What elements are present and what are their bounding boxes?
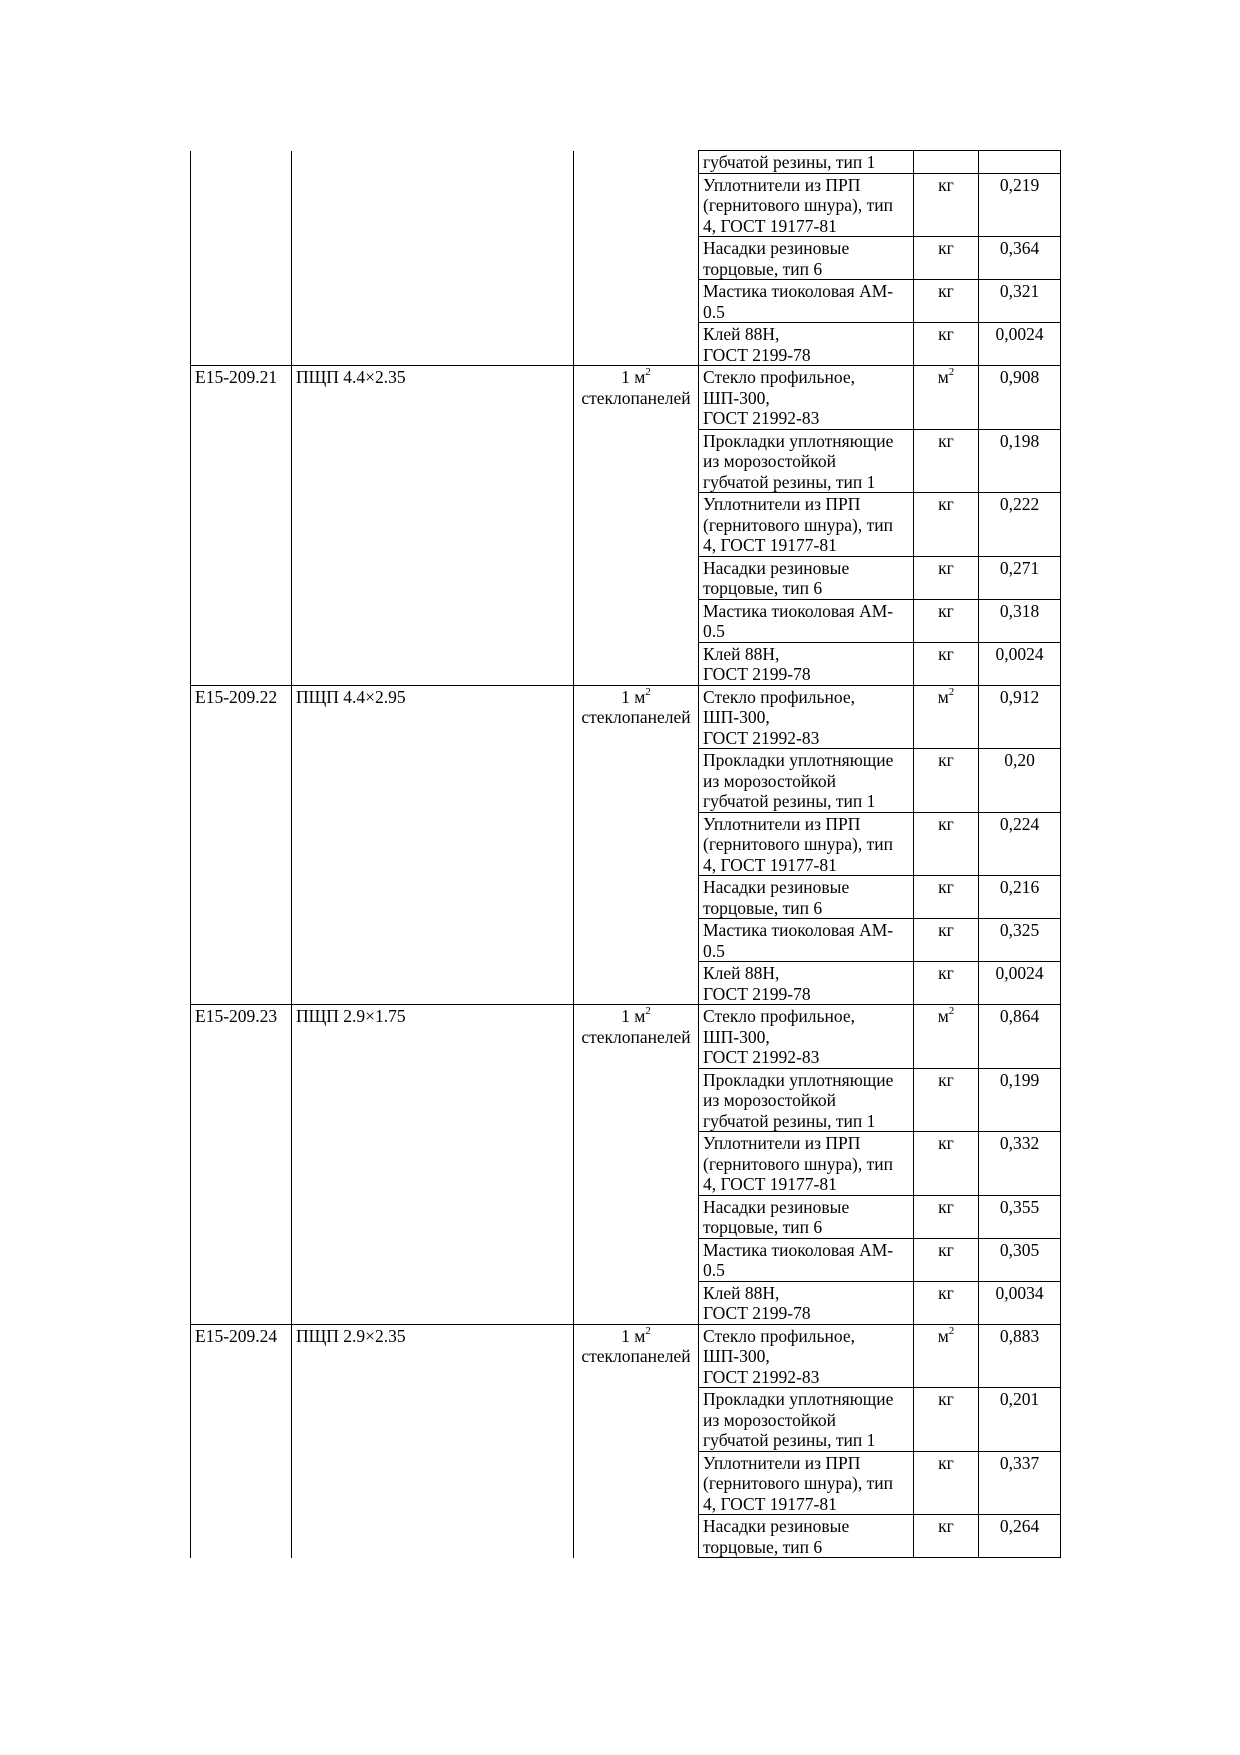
table-row (191, 1451, 1061, 1515)
unit: кг (914, 1195, 979, 1238)
table-row (191, 1195, 1061, 1238)
unit-superscript: 2 (948, 685, 955, 698)
material-name: Стекло профильное, ШП-300, ГОСТ 21992-83 (699, 685, 914, 749)
norm-value: 0,271 (979, 556, 1061, 599)
unit: кг (914, 323, 979, 366)
table-row (191, 323, 1061, 366)
table-body (191, 151, 1061, 1558)
measure-cell-empty (574, 1195, 699, 1238)
name-cell-empty (292, 556, 574, 599)
name-cell-empty (292, 1388, 574, 1452)
norm-value: 0,332 (979, 1132, 1061, 1196)
norm-value: 0,325 (979, 919, 1061, 962)
measure-cell-empty (574, 1068, 699, 1132)
table-row (191, 556, 1061, 599)
measure-cell-empty (574, 556, 699, 599)
material-name: Клей 88Н, ГОСТ 2199-78 (699, 1281, 914, 1324)
table-row (191, 876, 1061, 919)
material-name: Стекло профильное, ШП-300, ГОСТ 21992-83 (699, 1324, 914, 1388)
name-cell-empty (292, 237, 574, 280)
unit: $м^2$ (914, 685, 979, 749)
norm-value: 0,0024 (979, 962, 1061, 1005)
norm-value: 0,264 (979, 1515, 1061, 1558)
table-row (191, 1005, 1061, 1069)
unit: кг (914, 429, 979, 493)
material-name: Уплотнители из ПРП (гернитового шнура), тип 4, ГОСТ 19177-81 (699, 493, 914, 557)
measure-cell-empty (574, 151, 699, 174)
material-name: Прокладки уплотняющие из морозостойкой губчатой резины, тип 1 (699, 749, 914, 813)
code-cell-empty (191, 493, 292, 557)
name-cell-empty (292, 323, 574, 366)
unit: кг (914, 1238, 979, 1281)
name-cell-empty (292, 493, 574, 557)
norm-value: 0,201 (979, 1388, 1061, 1452)
name-cell-empty (292, 1195, 574, 1238)
measure-cell-empty (574, 962, 699, 1005)
code-cell-empty (191, 1388, 292, 1452)
material-name: Уплотнители из ПРП (гернитового шнура), тип 4, ГОСТ 19177-81 (699, 173, 914, 237)
unit: кг (914, 642, 979, 685)
norm-value: 0,0024 (979, 323, 1061, 366)
measure-cell-empty (574, 1388, 699, 1452)
table-row (191, 1281, 1061, 1324)
measure-cell-empty (574, 876, 699, 919)
measure-cell-empty (574, 919, 699, 962)
unit: кг (914, 173, 979, 237)
code-cell-empty (191, 151, 292, 174)
table-row (191, 1515, 1061, 1558)
measure-cell-empty (574, 1132, 699, 1196)
norm-value: 0,198 (979, 429, 1061, 493)
table-row (191, 919, 1061, 962)
code-cell-empty (191, 1281, 292, 1324)
measure-cell-empty (574, 812, 699, 876)
norm-value (979, 151, 1061, 174)
code-cell-empty (191, 237, 292, 280)
name-cell-empty (292, 429, 574, 493)
name-cell-empty (292, 1068, 574, 1132)
measure-cell-empty (574, 1515, 699, 1558)
material-name: Клей 88Н, ГОСТ 2199-78 (699, 962, 914, 1005)
table-row (191, 151, 1061, 174)
measure-cell-empty (574, 280, 699, 323)
norm-code: Е15-209.22 (191, 685, 292, 749)
measure-cell-empty (574, 429, 699, 493)
unit: кг (914, 1132, 979, 1196)
measure-unit: 1 $м^2$ стеклопанелей (574, 1005, 699, 1069)
name-cell-empty (292, 1238, 574, 1281)
code-cell-empty (191, 749, 292, 813)
table-row (191, 237, 1061, 280)
unit: кг (914, 812, 979, 876)
unit: кг (914, 919, 979, 962)
material-name: губчатой резины, тип 1 (699, 151, 914, 174)
measure-superscript: 2 (645, 685, 651, 698)
table-row (191, 366, 1061, 430)
code-cell-empty (191, 876, 292, 919)
name-cell-empty (292, 962, 574, 1005)
unit: $м^2$ (914, 1005, 979, 1069)
measure-unit: 1 $м^2$ стеклопанелей (574, 366, 699, 430)
measure-unit: 1 $м^2$ стеклопанелей (574, 1324, 699, 1388)
table-row (191, 1238, 1061, 1281)
measure-cell-empty (574, 173, 699, 237)
resource-norms-table (190, 150, 1061, 1558)
table-row (191, 173, 1061, 237)
unit: $м^2$ (914, 366, 979, 430)
material-name: Насадки резиновые торцовые, тип 6 (699, 556, 914, 599)
measure-cell-empty (574, 1238, 699, 1281)
code-cell-empty (191, 1238, 292, 1281)
table-row (191, 1324, 1061, 1388)
material-name: Насадки резиновые торцовые, тип 6 (699, 1195, 914, 1238)
code-cell-empty (191, 812, 292, 876)
norm-value: 0,216 (979, 876, 1061, 919)
code-cell-empty (191, 1451, 292, 1515)
unit: кг (914, 1068, 979, 1132)
name-cell-empty (292, 1515, 574, 1558)
norm-value: 0,337 (979, 1451, 1061, 1515)
norm-value: 0,912 (979, 685, 1061, 749)
norm-value: 0,222 (979, 493, 1061, 557)
measure-cell-empty (574, 599, 699, 642)
table-row (191, 1132, 1061, 1196)
unit-superscript: 2 (948, 1324, 955, 1337)
norm-code: Е15-209.23 (191, 1005, 292, 1069)
unit (914, 151, 979, 174)
measure-superscript: 2 (645, 1324, 651, 1337)
norm-code: Е15-209.21 (191, 366, 292, 430)
structure-name: ПЩП 2.9×1.75 (292, 1005, 574, 1069)
table-row (191, 749, 1061, 813)
norm-value: 0,20 (979, 749, 1061, 813)
unit: кг (914, 493, 979, 557)
code-cell-empty (191, 1515, 292, 1558)
norm-value: 0,224 (979, 812, 1061, 876)
material-name: Насадки резиновые торцовые, тип 6 (699, 876, 914, 919)
code-cell-empty (191, 599, 292, 642)
measure-superscript: 2 (645, 366, 651, 378)
unit: кг (914, 962, 979, 1005)
code-cell-empty (191, 1132, 292, 1196)
norm-value: 0,321 (979, 280, 1061, 323)
code-cell-empty (191, 429, 292, 493)
name-cell-empty (292, 919, 574, 962)
norm-value: 0,199 (979, 1068, 1061, 1132)
material-name: Насадки резиновые торцовые, тип 6 (699, 237, 914, 280)
material-name: Клей 88Н, ГОСТ 2199-78 (699, 323, 914, 366)
code-cell-empty (191, 173, 292, 237)
unit: кг (914, 237, 979, 280)
material-name: Стекло профильное, ШП-300, ГОСТ 21992-83 (699, 366, 914, 430)
unit-superscript: 2 (948, 1005, 955, 1017)
norm-value: 0,883 (979, 1324, 1061, 1388)
norm-value: 0,219 (979, 173, 1061, 237)
material-name: Клей 88Н, ГОСТ 2199-78 (699, 642, 914, 685)
code-cell-empty (191, 962, 292, 1005)
code-cell-empty (191, 919, 292, 962)
norm-value: 0,864 (979, 1005, 1061, 1069)
unit: кг (914, 1451, 979, 1515)
code-cell-empty (191, 323, 292, 366)
name-cell-empty (292, 1451, 574, 1515)
norm-value: 0,908 (979, 366, 1061, 430)
code-cell-empty (191, 642, 292, 685)
name-cell-empty (292, 280, 574, 323)
name-cell-empty (292, 749, 574, 813)
norm-code: Е15-209.24 (191, 1324, 292, 1388)
measure-superscript: 2 (645, 1005, 651, 1017)
material-name: Уплотнители из ПРП (гернитового шнура), тип 4, ГОСТ 19177-81 (699, 812, 914, 876)
code-cell-empty (191, 1195, 292, 1238)
measure-cell-empty (574, 1281, 699, 1324)
name-cell-empty (292, 876, 574, 919)
table-row (191, 280, 1061, 323)
code-cell-empty (191, 556, 292, 599)
table-row (191, 429, 1061, 493)
code-cell-empty (191, 1068, 292, 1132)
norm-value: 0,305 (979, 1238, 1061, 1281)
structure-name: ПЩП 2.9×2.35 (292, 1324, 574, 1388)
norm-value: 0,318 (979, 599, 1061, 642)
material-name: Насадки резиновые торцовые, тип 6 (699, 1515, 914, 1558)
measure-cell-empty (574, 1451, 699, 1515)
table-row (191, 685, 1061, 749)
unit: $м^2$ (914, 1324, 979, 1388)
name-cell-empty (292, 812, 574, 876)
unit: кг (914, 749, 979, 813)
material-name: Мастика тиоколовая АМ- 0.5 (699, 280, 914, 323)
norm-value: 0,0024 (979, 642, 1061, 685)
structure-name: ПЩП 4.4×2.35 (292, 366, 574, 430)
unit: кг (914, 876, 979, 919)
material-name: Уплотнители из ПРП (гернитового шнура), тип 4, ГОСТ 19177-81 (699, 1132, 914, 1196)
name-cell-empty (292, 1281, 574, 1324)
name-cell-empty (292, 173, 574, 237)
table-row (191, 812, 1061, 876)
measure-cell-empty (574, 323, 699, 366)
unit: кг (914, 1281, 979, 1324)
unit: кг (914, 599, 979, 642)
material-name: Прокладки уплотняющие из морозостойкой губчатой резины, тип 1 (699, 1068, 914, 1132)
material-name: Уплотнители из ПРП (гернитового шнура), тип 4, ГОСТ 19177-81 (699, 1451, 914, 1515)
table-row (191, 599, 1061, 642)
material-name: Прокладки уплотняющие из морозостойкой губчатой резины, тип 1 (699, 429, 914, 493)
unit-superscript: 2 (948, 366, 955, 378)
material-name: Прокладки уплотняющие из морозостойкой губчатой резины, тип 1 (699, 1388, 914, 1452)
name-cell-empty (292, 1132, 574, 1196)
measure-unit: 1 $м^2$ стеклопанелей (574, 685, 699, 749)
unit: кг (914, 1388, 979, 1452)
table-row (191, 1388, 1061, 1452)
material-name: Стекло профильное, ШП-300, ГОСТ 21992-83 (699, 1005, 914, 1069)
unit: кг (914, 1515, 979, 1558)
structure-name: ПЩП 4.4×2.95 (292, 685, 574, 749)
name-cell-empty (292, 151, 574, 174)
norm-value: 0,355 (979, 1195, 1061, 1238)
unit: кг (914, 556, 979, 599)
measure-cell-empty (574, 237, 699, 280)
table-row (191, 493, 1061, 557)
table-row (191, 642, 1061, 685)
name-cell-empty (292, 642, 574, 685)
name-cell-empty (292, 599, 574, 642)
norm-value: 0,364 (979, 237, 1061, 280)
material-name: Мастика тиоколовая АМ- 0.5 (699, 599, 914, 642)
code-cell-empty (191, 280, 292, 323)
table-row (191, 962, 1061, 1005)
measure-cell-empty (574, 493, 699, 557)
measure-cell-empty (574, 642, 699, 685)
unit: кг (914, 280, 979, 323)
material-name: Мастика тиоколовая АМ- 0.5 (699, 1238, 914, 1281)
norm-value: 0,0034 (979, 1281, 1061, 1324)
measure-cell-empty (574, 749, 699, 813)
table-row (191, 1068, 1061, 1132)
material-name: Мастика тиоколовая АМ- 0.5 (699, 919, 914, 962)
resource-norms-table-page (190, 150, 1060, 1558)
